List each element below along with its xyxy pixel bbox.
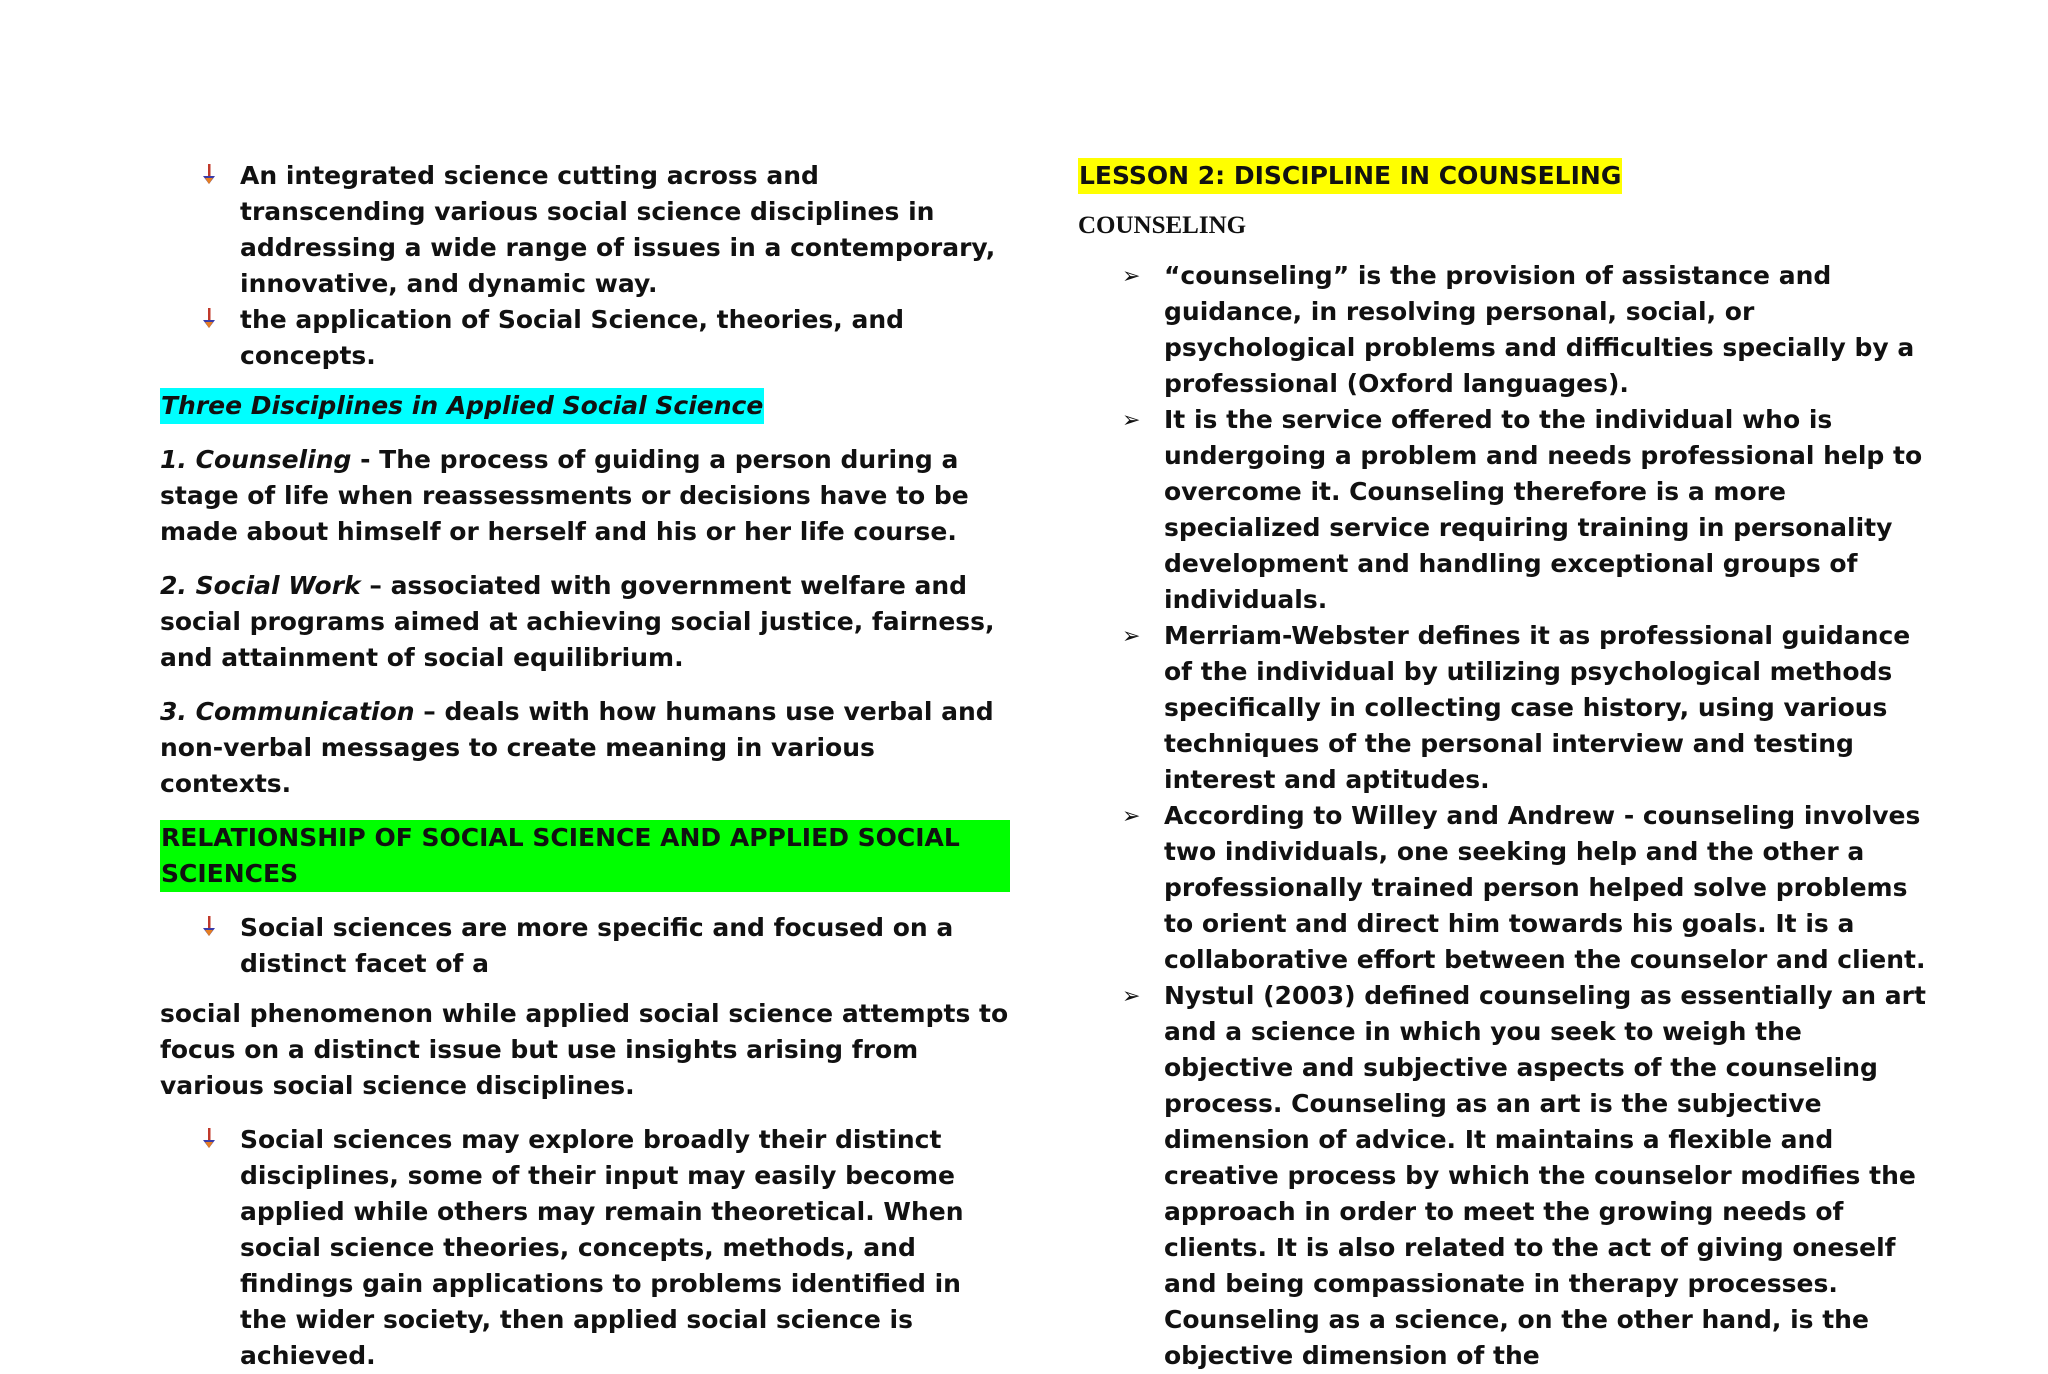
bullet-text: the application of Social Science, theories, and concepts. [240, 305, 905, 370]
list-item [160, 158, 1010, 302]
bullet-text: Nystul (2003) defined counseling as essentially an art and a science in which you seek to weigh the objective and subjective aspects of the counseling process. Counseling as an art is the subjective dimension of advice. It maintains a flexible and creative process by which the counselor modifies the approach in order to meet the growing needs of clients. It is also related to the act of giving oneself and being compassionate in therapy processes. Counseling as a science, on the other hand, is the objective dimension of the [1164, 981, 1926, 1370]
list-item [160, 302, 1010, 374]
lesson-heading-block [1078, 158, 1938, 194]
discipline-term: 3. Communication [160, 697, 415, 726]
relationship-heading: RELATIONSHIP OF SOCIAL SCIENCE AND APPLIED SOCIAL SCIENCES [160, 820, 1010, 892]
bullet-text: “counseling” is the provision of assistance and guidance, in resolving personal, social, or psychological problems and difficulties specially by a professional (Oxford languages). [1164, 261, 1915, 398]
discipline-term: 2. Social Work [160, 571, 361, 600]
bullet-text: Social sciences are more specific and focused on a distinct facet of a [240, 913, 954, 978]
relationship-bullet-list-2 [160, 1122, 1010, 1374]
disciplines-heading-block [160, 388, 1010, 424]
discipline-communication [160, 694, 1010, 802]
discipline-term: 1. Counseling [160, 445, 352, 474]
list-item [1078, 258, 1938, 402]
right-column [1078, 158, 1938, 1374]
disciplines-heading: Three Disciplines in Applied Social Science [160, 388, 764, 424]
pushpin-arrow-icon [200, 914, 218, 940]
discipline-counseling [160, 442, 1010, 550]
discipline-text: – associated with government welfare and social programs aimed at achieving social justice, fairness, and attainment of social equilibrium. [160, 571, 995, 672]
discipline-social-work [160, 568, 1010, 676]
relationship-bullet-list [160, 910, 1010, 982]
bullet-text: It is the service offered to the individual who is undergoing a problem and needs professional help to overcome it. Counseling therefore is a more specialized service requiring training in personality development and handling exceptional groups of individuals. [1164, 405, 1923, 614]
arrowhead-bullet-icon: ➢ [1122, 264, 1141, 289]
relationship-paragraph: social phenomenon while applied social science attempts to focus on a distinct issue but use insights arising from various social science disciplines. [160, 999, 1009, 1100]
bullet-text: Social sciences may explore broadly their distinct disciplines, some of their input may easily become applied while others may remain theoretical. When social science theories, concepts, methods, and findings gain applications to problems identified in the wider society, then applied social science is achieved. [240, 1125, 964, 1370]
pushpin-arrow-icon [200, 306, 218, 332]
list-item [1078, 618, 1938, 798]
discipline-text: - The process of guiding a person during a stage of life when reassessments or decisions have to be made about himself or herself and his or her life course. [160, 445, 969, 546]
lesson-heading: LESSON 2: DISCIPLINE IN COUNSELING [1078, 158, 1622, 194]
bullet-text: An integrated science cutting across and transcending various social science disciplines in addressing a wide range of issues in a contemporary, innovative, and dynamic way. [240, 161, 996, 298]
pushpin-arrow-icon [200, 1126, 218, 1152]
bullet-text: Merriam-Webster defines it as professional guidance of the individual by utilizing psychological methods specifically in collecting case history, using various techniques of the personal interview and testing interest and aptitudes. [1164, 621, 1911, 794]
relationship-heading-block [160, 820, 1010, 892]
counseling-subheading: COUNSELING [1078, 212, 1247, 239]
counseling-bullet-list [1078, 258, 1938, 1374]
bullet-text: According to Willey and Andrew - counseling involves two individuals, one seeking help and the other a professionally trained person helped solve problems to orient and direct him towards his goals. It is a collaborative effort between the counselor and client. [1164, 801, 1926, 974]
list-item [1078, 978, 1938, 1374]
list-item [160, 1122, 1010, 1374]
list-item [1078, 798, 1938, 978]
list-item [160, 910, 1010, 982]
intro-bullet-list [160, 158, 1010, 374]
left-column [160, 158, 1010, 1374]
arrowhead-bullet-icon: ➢ [1122, 984, 1141, 1009]
arrowhead-bullet-icon: ➢ [1122, 408, 1141, 433]
pushpin-arrow-icon [200, 162, 218, 188]
discipline-text: – deals with how humans use verbal and non-verbal messages to create meaning in various contexts. [160, 697, 994, 798]
arrowhead-bullet-icon: ➢ [1122, 804, 1141, 829]
list-item [1078, 402, 1938, 618]
arrowhead-bullet-icon: ➢ [1122, 624, 1141, 649]
